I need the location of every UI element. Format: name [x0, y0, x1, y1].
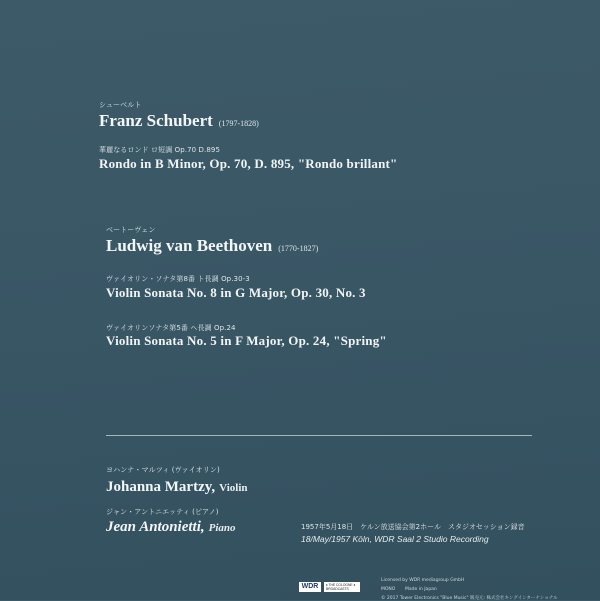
sonata5-title-jp: ヴァイオリンソナタ第5番 ヘ長調 Op.24 [106, 324, 236, 332]
schubert-name [99, 111, 259, 131]
martzy-role: Violin [219, 482, 248, 494]
copyright-text: © 2017 Tower Electronics "Blue Music" 販売元: 株式会社キングインターナショナル [381, 596, 558, 601]
wdr-logo: WDR [299, 582, 321, 592]
mono-label: MONO [381, 587, 396, 592]
antonietti-name: Jean Antonietti, [106, 519, 205, 535]
schubert-name-jp: シューベルト [99, 101, 142, 109]
sonata5-title: Violin Sonata No. 5 in F Major, Op. 24, "Spring" [106, 333, 387, 348]
rondo-title-jp: 華麗なるロンド ロ短調 Op.70 D.895 [99, 146, 221, 154]
rondo-title: Rondo in B Minor, Op. 70, D. 895, "Rondo brillant" [99, 156, 398, 171]
antonietti-name-jp: ジャン・アントニエッティ (ピアノ) [106, 508, 219, 516]
schubert-years: (1797-1828) [218, 119, 259, 128]
beethoven-years: (1770-1827) [278, 244, 319, 253]
sonata8-title-jp: ヴァイオリン・ソナタ第8番 ト長調 Op.30-3 [106, 275, 250, 283]
martzy-name-jp: ヨハンナ・マルツィ (ヴァイオリン) [106, 466, 220, 474]
beethoven-name-jp: ベートーヴェン [106, 226, 156, 234]
martzy-credit [106, 478, 248, 496]
cologne-broadcasts-logo: ♦ THE COLOGNE ♦ BROADCASTS [324, 582, 360, 592]
composer-name-text: Franz Schubert [99, 111, 213, 130]
martzy-name: Johanna Martzy, [106, 479, 216, 495]
composer-name-text: Ludwig van Beethoven [106, 236, 273, 255]
sonata8-title: Violin Sonata No. 8 in G Major, Op. 30, No. 3 [106, 285, 366, 300]
made-in-label: Made in Japan [405, 587, 437, 592]
antonietti-credit [106, 518, 236, 536]
beethoven-name [106, 236, 318, 256]
section-divider [106, 435, 532, 436]
antonietti-role: Piano [208, 522, 236, 534]
license-text: Licensed by WDR mediagroup GmbH [381, 578, 465, 583]
recording-info-en: 18/May/1957 Köln, WDR Saal 2 Studio Recording [301, 534, 489, 544]
recording-info-jp: 1957年5月18日 ケルン放送協会第2ホール スタジオセッション録音 [301, 523, 525, 531]
